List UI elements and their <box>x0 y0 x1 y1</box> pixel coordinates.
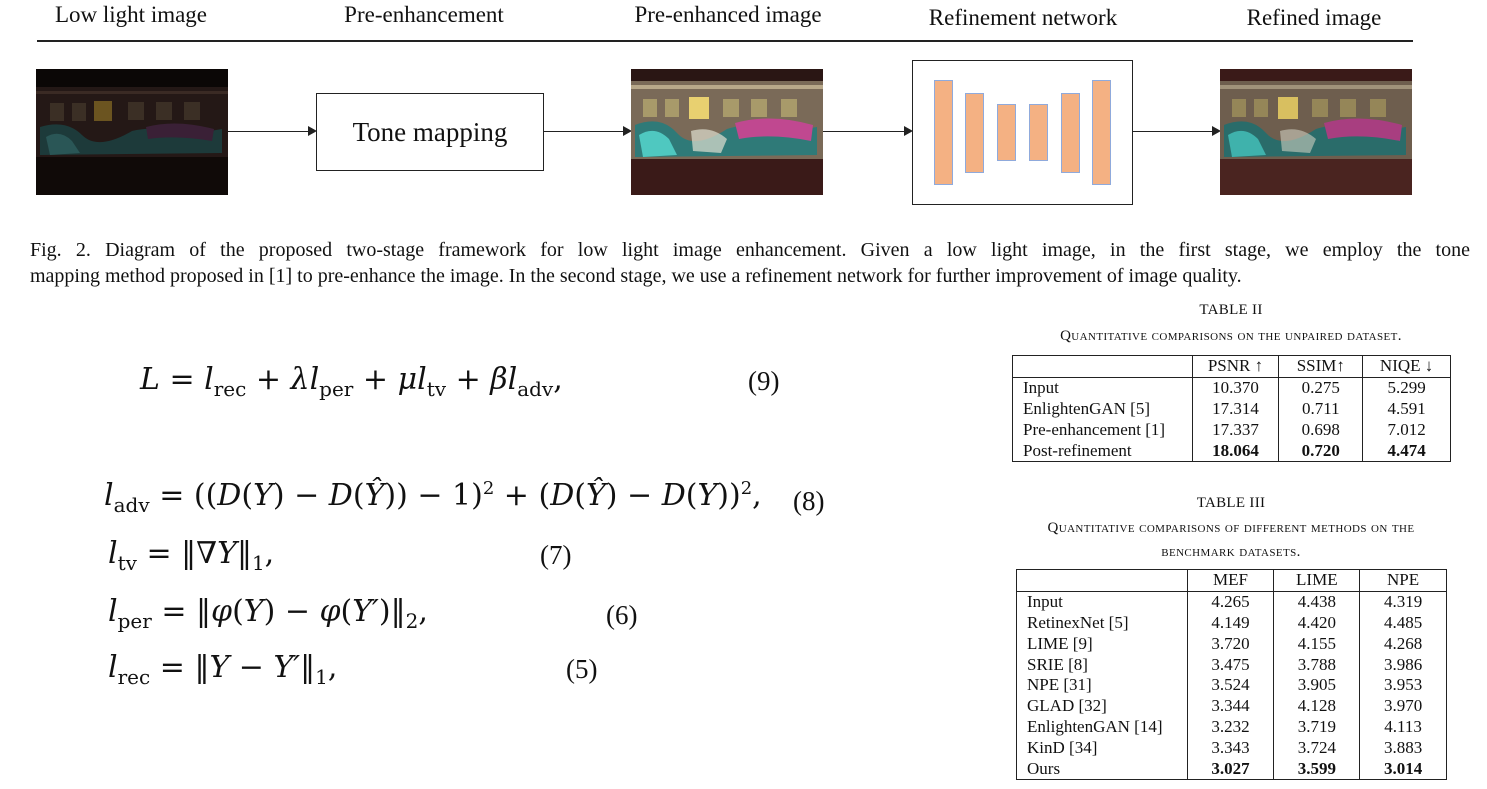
table-row <box>1013 440 1451 461</box>
network-layer-6 <box>1092 80 1111 185</box>
tone-mapping-label: Tone mapping <box>352 116 508 147</box>
table3-value-cell: 3.599 <box>1274 758 1360 779</box>
arrow-2 <box>544 131 630 132</box>
stage-label-low-light: Low light image <box>54 2 208 27</box>
table2-value-cell: 10.370 <box>1192 377 1279 398</box>
table3-title-line-1: Quantitative comparisons of different methods on the <box>1047 520 1415 536</box>
caption-line-2: mapping method proposed in [1] to pre-enhance the image. In the second stage, we use a refinement network for further improvement of image quality. <box>30 265 1242 287</box>
arrow-3 <box>823 131 911 132</box>
figure-header-rule <box>37 40 1413 42</box>
table3-value-cell: 4.113 <box>1360 717 1447 738</box>
table3-value-cell: 3.986 <box>1360 654 1447 675</box>
table3-label: TABLE III <box>1196 495 1266 511</box>
table3-title <box>1001 516 1461 564</box>
table-row <box>1017 633 1447 654</box>
table3-value-cell: 3.724 <box>1274 737 1360 758</box>
table3-header-cell: NPE <box>1360 570 1447 592</box>
table2-method-cell: Input <box>1013 377 1193 398</box>
equation-tv-loss: $l_{tv}$ = $‖\nabla Y‖_1$, <box>108 536 275 575</box>
table3-value-cell: 4.420 <box>1274 613 1360 634</box>
table3-value-cell: 4.438 <box>1274 591 1360 612</box>
tone-mapping-box <box>316 93 544 171</box>
table3-value-cell: 3.027 <box>1187 758 1274 779</box>
table-row <box>1017 696 1447 717</box>
table3-method-cell: LIME [9] <box>1017 633 1188 654</box>
table2-method-cell: EnlightenGAN [5] <box>1013 399 1193 420</box>
table-row <box>1013 419 1451 440</box>
table3-method-cell: GLAD [32] <box>1017 696 1188 717</box>
table-row <box>1017 717 1447 738</box>
table-row <box>1017 675 1447 696</box>
table2-value-cell: 17.337 <box>1192 419 1279 440</box>
table3-value-cell: 4.149 <box>1187 613 1274 634</box>
network-layer-2 <box>965 93 984 173</box>
table2-method-cell: Pre-enhancement [1] <box>1013 419 1193 440</box>
table2-header-cell: SSIM↑ <box>1279 356 1363 378</box>
table2-header-cell: NIQE ↓ <box>1363 356 1451 378</box>
table3-method-cell: KinD [34] <box>1017 737 1188 758</box>
table-row <box>1013 377 1451 398</box>
table3-value-cell: 4.485 <box>1360 613 1447 634</box>
table2-label: TABLE II <box>1199 302 1263 318</box>
table2-value-cell: 7.012 <box>1363 419 1451 440</box>
table2-header-row <box>1013 356 1451 378</box>
table-row <box>1013 399 1451 420</box>
table2-value-cell: 0.698 <box>1279 419 1363 440</box>
network-layer-4 <box>1029 104 1048 161</box>
table3-value-cell: 3.905 <box>1274 675 1360 696</box>
table3-value-cell: 4.128 <box>1274 696 1360 717</box>
table3-value-cell: 3.719 <box>1274 717 1360 738</box>
table3-method-cell: Input <box>1017 591 1188 612</box>
table3-method-cell: SRIE [8] <box>1017 654 1188 675</box>
arrow-1 <box>228 131 315 132</box>
table3-value-cell: 4.265 <box>1187 591 1274 612</box>
stage-label-refinement: Refinement network <box>928 5 1118 30</box>
low-light-image <box>36 69 228 195</box>
table3-method-cell: RetinexNet [5] <box>1017 613 1188 634</box>
table3-method-cell: EnlightenGAN [14] <box>1017 717 1188 738</box>
stage-label-refined: Refined image <box>1246 5 1382 30</box>
table-row <box>1017 737 1447 758</box>
equation-total-loss: $L = l_{rec} + \lambda l_{per} + \mu l_{tv} + \beta l_{adv}$, <box>140 362 563 401</box>
equation-perceptual-loss: $l_{per}$ = ‖φ(Y) − $\varphi(Y')‖_2$, <box>108 594 428 633</box>
table3-value-cell: 3.475 <box>1187 654 1274 675</box>
table-row <box>1017 654 1447 675</box>
table-row <box>1017 758 1447 779</box>
table2-method-cell: Post-refinement <box>1013 440 1193 461</box>
equation-adversarial-loss: $l_{adv} = ((D(Y)$ − D(Ŷ)) − 1)$^2$ + (D(Ŷ) − D(Y))$^2$, <box>104 478 762 517</box>
table3-method-cell: Ours <box>1017 758 1188 779</box>
stage-label-pre-enhancement: Pre-enhancement <box>344 2 504 27</box>
table3-value-cell: 4.319 <box>1360 591 1447 612</box>
table2-value-cell: 4.591 <box>1363 399 1451 420</box>
pre-enhanced-image <box>631 69 823 195</box>
stage-label-pre-enhanced: Pre-enhanced image <box>634 2 822 27</box>
caption-line-1: Fig. 2. Diagram of the proposed two-stage framework for low light image enhancement. Given a low light image, in the first stage, we employ the tone <box>30 239 1470 261</box>
equation-number-8: (8) <box>793 486 825 516</box>
table2-value-cell: 17.314 <box>1192 399 1279 420</box>
table3-value-cell: 3.883 <box>1360 737 1447 758</box>
network-layer-1 <box>934 80 953 185</box>
table3-method-cell: NPE [31] <box>1017 675 1188 696</box>
table3-header-cell <box>1017 570 1188 592</box>
table3-header-row <box>1017 570 1447 592</box>
table-row <box>1017 613 1447 634</box>
table3-header-cell: MEF <box>1187 570 1274 592</box>
table3-value-cell: 3.720 <box>1187 633 1274 654</box>
equation-reconstruction-loss: $l_{rec}$ = ‖Y − $Y'‖_1$, <box>108 650 338 689</box>
refinement-network-box <box>912 60 1133 205</box>
table2-value-cell: 18.064 <box>1192 440 1279 461</box>
table3-value-cell: 3.232 <box>1187 717 1274 738</box>
table2-title: Quantitative comparisons on the unpaired dataset. <box>1060 328 1402 344</box>
table2 <box>1012 355 1451 462</box>
table3-value-cell: 3.788 <box>1274 654 1360 675</box>
table2-header-cell: PSNR ↑ <box>1192 356 1279 378</box>
table3-value-cell: 3.970 <box>1360 696 1447 717</box>
table2-header-cell <box>1013 356 1193 378</box>
table2-value-cell: 0.711 <box>1279 399 1363 420</box>
table3-value-cell: 3.953 <box>1360 675 1447 696</box>
refined-image <box>1220 69 1412 195</box>
table3-value-cell: 3.014 <box>1360 758 1447 779</box>
equation-number-6: (6) <box>606 600 638 630</box>
equation-number-5: (5) <box>566 654 598 684</box>
arrow-4 <box>1133 131 1219 132</box>
figure-caption <box>30 237 1470 289</box>
table3 <box>1016 569 1447 780</box>
equation-number-9: (9) <box>748 366 780 396</box>
table2-value-cell: 0.275 <box>1279 377 1363 398</box>
equation-number-7: (7) <box>540 540 572 570</box>
table3-header-cell: LIME <box>1274 570 1360 592</box>
table2-value-cell: 0.720 <box>1279 440 1363 461</box>
table3-value-cell: 3.524 <box>1187 675 1274 696</box>
network-layer-5 <box>1061 93 1080 173</box>
table3-title-line-2: benchmark datasets. <box>1161 544 1301 560</box>
table3-value-cell: 4.155 <box>1274 633 1360 654</box>
network-layer-3 <box>997 104 1016 161</box>
table3-value-cell: 3.344 <box>1187 696 1274 717</box>
table3-value-cell: 4.268 <box>1360 633 1447 654</box>
table2-value-cell: 5.299 <box>1363 377 1451 398</box>
table3-value-cell: 3.343 <box>1187 737 1274 758</box>
table-row <box>1017 591 1447 612</box>
table2-value-cell: 4.474 <box>1363 440 1451 461</box>
